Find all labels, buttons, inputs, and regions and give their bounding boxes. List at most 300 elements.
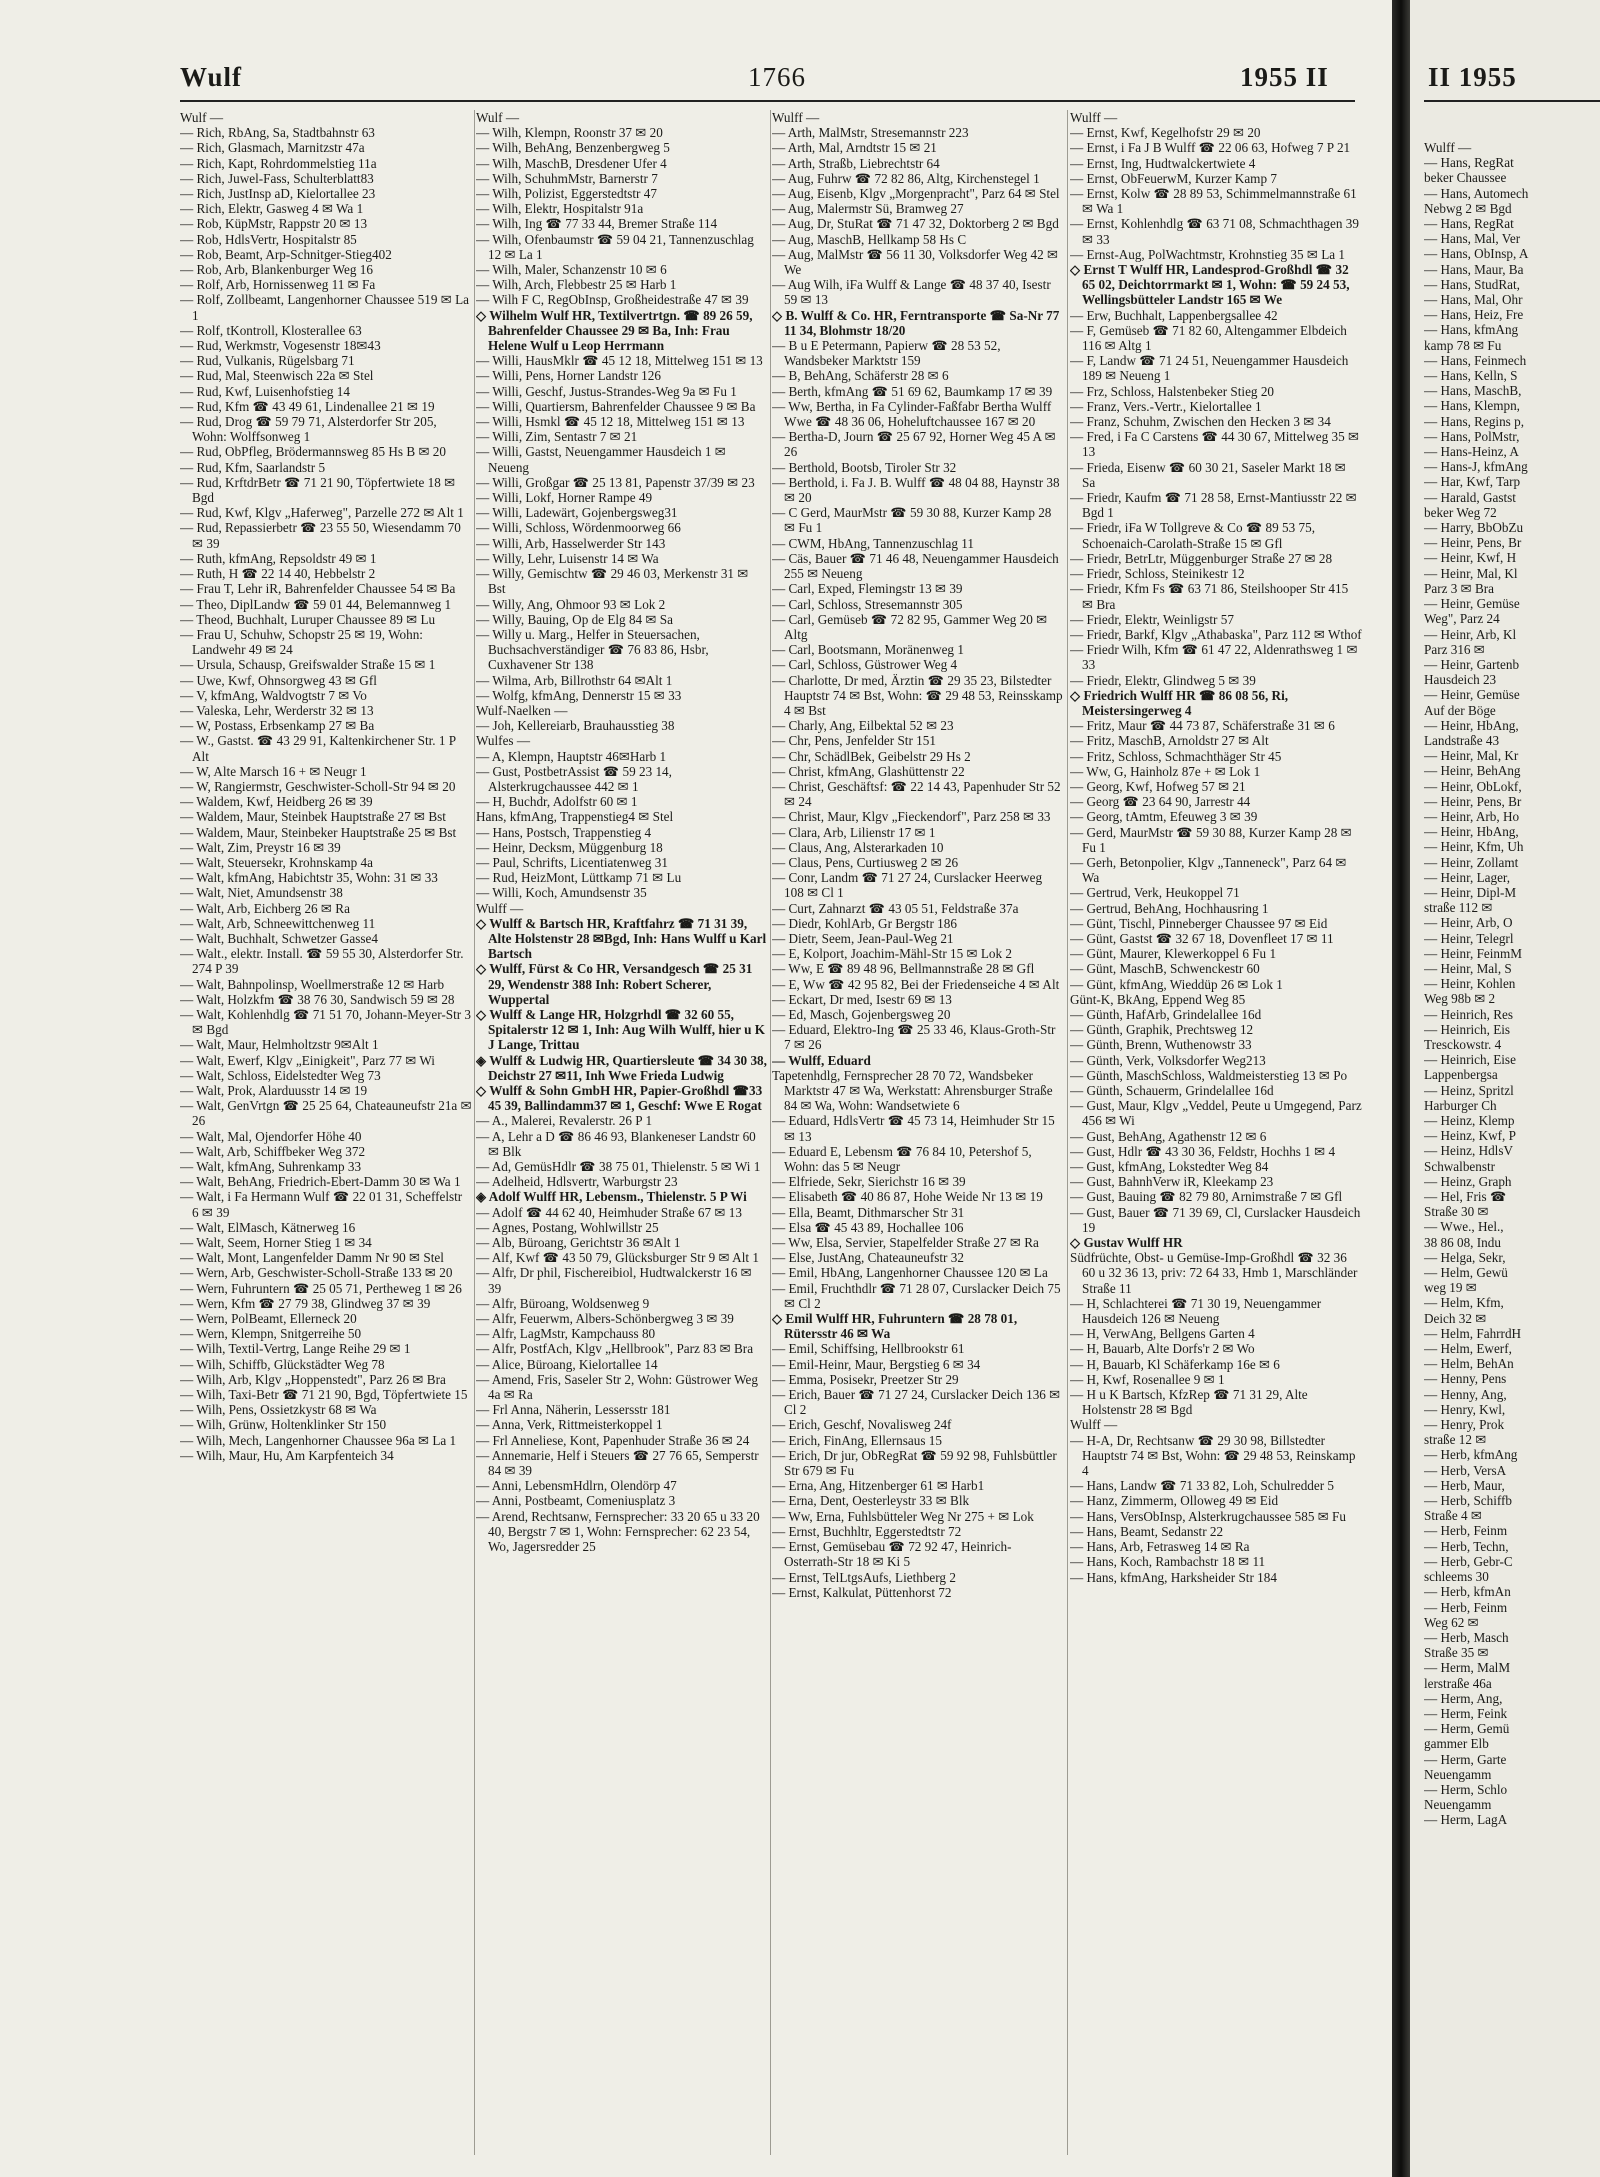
- directory-entry: — Arth, Straßb, Liebrechtstr 64: [772, 155, 940, 171]
- directory-entry: — Gerh, Betonpolier, Klgv „Tanneneck", Parz 64 ✉ Wa: [1070, 854, 1347, 886]
- directory-entry: — Frl Anna, Näherin, Lessersstr 181: [476, 1402, 671, 1418]
- directory-entry: — Walt, Mal, Ojendorfer Höhe 40: [180, 1128, 362, 1144]
- directory-entry: — Walt, Zim, Preystr 16 ✉ 39: [180, 839, 341, 855]
- directory-entry: — Willy u. Marg., Helfer in Steuersachen, Buchsachverständiger ☎ 76 83 86, Hsbr, Cuxhavener Str 138: [476, 626, 709, 673]
- directory-entry: — Rich, RbAng, Sa, Stadtbahnstr 63: [180, 125, 375, 141]
- directory-entry: — Walt, GenVrtgn ☎ 25 25 64, Chateauneufstr 21a ✉ 26: [180, 1098, 472, 1129]
- directory-entry: — Ww, E ☎ 89 48 96, Bellmannstraße 28 ✉ Gfl: [772, 961, 1035, 977]
- directory-entry: — Ursula, Schausp, Greifswalder Straße 15 ✉ 1: [180, 657, 436, 673]
- directory-entry: — Hans, Mal, Ohr: [1424, 292, 1523, 308]
- directory-entry: — Frieda, Eisenw ☎ 60 30 21, Saseler Markt 18 ✉ Sa: [1070, 459, 1346, 490]
- directory-entry: Nebwg 2 ✉ Bgd: [1424, 200, 1512, 216]
- directory-entry: — Heinr, Mal, S: [1424, 960, 1512, 976]
- directory-entry: — Gust, BahnhVerw iR, Kleekamp 23: [1070, 1174, 1274, 1190]
- directory-entry: — Emil, HbAng, Langenhorner Chaussee 120 ✉ La: [772, 1265, 1048, 1281]
- directory-entry: — Hans, MaschB,: [1424, 383, 1522, 399]
- directory-entry: — Ernst, ObFeuerwM, Kurzer Kamp 7: [1070, 170, 1277, 186]
- directory-entry: — Paul, Schrifts, Licentiatenweg 31: [476, 854, 668, 870]
- directory-entry: — Elsa ☎ 45 43 89, Hochallee 106: [772, 1219, 964, 1235]
- directory-entry: — Hans, RegRat: [1424, 155, 1514, 171]
- directory-entry: — Günt, Tischl, Pinneberger Chaussee 97 ✉ Eid: [1070, 915, 1328, 931]
- directory-entry: — Willi, Lokf, Horner Rampe 49: [476, 490, 653, 506]
- directory-entry: — Henry, Prok: [1424, 1417, 1505, 1433]
- directory-entry: — Ernst, Kalkulat, Püttenhorst 72: [772, 1584, 952, 1600]
- directory-entry: beker Weg 72: [1424, 504, 1497, 520]
- directory-entry: — Günth, HafArb, Grindelallee 16d: [1070, 1006, 1262, 1022]
- directory-entry: — Hans, kfmAng: [1424, 322, 1519, 338]
- directory-entry: Wulf —: [180, 110, 224, 125]
- directory-entry: — Walt, Arb, Schneewittchenweg 11: [180, 915, 376, 931]
- directory-entry: — Ernst, TelLtgsAufs, Liethberg 2: [772, 1569, 956, 1585]
- directory-entry: — Carl, Exped, Flemingstr 13 ✉ 39: [772, 581, 963, 597]
- directory-entry: — Ed, Masch, Gojenbergsweg 20: [772, 1006, 951, 1022]
- directory-entry: — Franz, Schuhm, Zwischen den Hecken 3 ✉ 34: [1070, 414, 1331, 430]
- directory-entry: Parz 3 ✉ Bra: [1424, 580, 1495, 596]
- directory-entry: — Frau U, Schuhw, Schopstr 25 ✉ 19, Wohn: Landwehr 49 ✉ 24: [180, 626, 423, 658]
- directory-entry: — Willi, HausMklr ☎ 45 12 18, Mittelweg 151 ✉ 13: [476, 353, 763, 369]
- directory-entry: — W, Rangiermstr, Geschwister-Scholl-Str 94 ✉ 20: [180, 778, 456, 794]
- directory-entry: — Herb, kfmAng: [1424, 1447, 1518, 1463]
- directory-entry: — Walt, Prok, Alarduusstr 14 ✉ 19: [180, 1083, 368, 1098]
- directory-entry: — Rolf, Arb, Hornissenweg 11 ✉ Fa: [180, 277, 376, 293]
- directory-entry: — Ernst, Kwf, Kegelhofstr 29 ✉ 20: [1070, 125, 1261, 141]
- directory-entry: — Gust, Bauer ☎ 71 39 69, Cl, Curslacker Hausdeich 19: [1070, 1204, 1361, 1235]
- directory-entry: — Herm, Feink: [1424, 1705, 1508, 1721]
- directory-entry: — Rolf, Zollbeamt, Langenhorner Chaussee 519 ✉ La 1: [180, 292, 470, 323]
- directory-entry: — Heinr, Arb, O: [1424, 915, 1513, 931]
- directory-entry: — Heinr, Kfm, Uh: [1424, 839, 1524, 855]
- directory-entry: — Herm, Ang,: [1424, 1690, 1503, 1706]
- directory-entry: — Annemarie, Helf i Steuers ☎ 27 76 65, Semperstr 84 ✉ 39: [476, 1447, 759, 1479]
- directory-entry: gammer Elb: [1424, 1736, 1489, 1752]
- directory-entry: — Heinr, ObLokf,: [1424, 778, 1522, 794]
- directory-entry: — Arth, Mal, Arndtstr 15 ✉ 21: [772, 140, 937, 156]
- directory-entry: — Rich, Kapt, Rohrdommelstieg 11a: [180, 155, 377, 171]
- directory-entry: — Alfr, Dr phil, Fischereibiol, Hudtwalckerstr 16 ✉ 39: [476, 1265, 752, 1296]
- directory-entry: — Rob, HdlsVertr, Hospitalstr 85: [180, 231, 357, 247]
- directory-entry: — Alfr, LagMstr, Kampchauss 80: [476, 1326, 656, 1342]
- directory-entry: — Günth, MaschSchloss, Waldmeisterstieg 13 ✉ Po: [1070, 1067, 1348, 1083]
- directory-entry: ◇ Friedrich Wulff HR ☎ 86 08 56, Ri, Meistersingerweg 4: [1070, 687, 1289, 718]
- directory-entry: Neuengamm: [1424, 1766, 1492, 1782]
- directory-entry: — Wilh, Klempn, Roonstr 37 ✉ 20: [476, 125, 663, 141]
- directory-entry: — Walt, Schloss, Eidelstedter Weg 73: [180, 1067, 381, 1083]
- directory-entry: — Wwe., Hel.,: [1424, 1219, 1504, 1235]
- directory-entry: — Emil, Schiffsing, Hellbrookstr 61: [772, 1341, 965, 1357]
- directory-entry: — Else, JustAng, Chateauneufstr 32: [772, 1250, 964, 1266]
- directory-entry: — Emil-Heinr, Maur, Bergstieg 6 ✉ 34: [772, 1356, 981, 1372]
- directory-entry: Parz 316 ✉: [1424, 641, 1485, 657]
- directory-entry: — Georg ☎ 23 64 90, Jarrestr 44: [1070, 794, 1251, 810]
- directory-entry: — Hans, Postsch, Trappenstieg 4: [476, 824, 652, 840]
- directory-entry: — Hans, Regins p,: [1424, 413, 1525, 429]
- directory-entry: — Christ, kfmAng, Glashüttenstr 22: [772, 763, 965, 779]
- directory-entry: Tresckowstr. 4: [1424, 1036, 1502, 1052]
- directory-entry: — Carl, Schloss, Stresemannstr 305: [772, 596, 963, 612]
- directory-entry: — Walt, kfmAng, Habichtstr 35, Wohn: 31 ✉ 33: [180, 870, 438, 886]
- directory-entry: — H, Bauarb, Kl Schäferkamp 16e ✉ 6: [1070, 1356, 1280, 1372]
- directory-entry: — Wilh, Arb, Klgv „Hoppenstedt", Parz 26 ✉ Bra: [180, 1371, 446, 1387]
- directory-entry: — Hans-J, kfmAng: [1424, 459, 1528, 475]
- directory-entry: — Walt, Arb, Eichberg 26 ✉ Ra: [180, 900, 350, 916]
- directory-entry: ◇ Ernst T Wulff HR, Landesprod-Großhdl ☎ 32 65 02, Deichtorrmarkt ✉ 1, Wohn: ☎ 59 24 53, Wellingsbütteler Landstr 165 ✉ We: [1070, 262, 1350, 308]
- directory-entry: Wulf-Naelken —: [476, 702, 568, 718]
- directory-entry: Neuengamm: [1424, 1797, 1492, 1813]
- directory-entry: — Willi, Koch, Amundsenstr 35: [476, 885, 647, 901]
- directory-entry: beker Chaussee: [1424, 170, 1507, 186]
- directory-entry: Straße 4 ✉: [1424, 1508, 1482, 1524]
- directory-entry: — Curt, Zahnarzt ☎ 43 05 51, Feldstraße 37a: [772, 900, 1019, 916]
- directory-entry: — Rud, Drog ☎ 59 79 71, Alsterdorfer Str 205, Wohn: Wolffsonweg 1: [180, 414, 437, 445]
- directory-entry: — CWM, HbAng, Tannenzuschlag 11: [772, 535, 974, 551]
- directory-entry: — Gust, Maur, Klgv „Veddel, Peute u Umgegend, Parz 456 ✉ Wi: [1070, 1098, 1362, 1129]
- directory-entry: — Walt, Niet, Amundsenstr 38: [180, 885, 343, 901]
- directory-entry: — Walt, i Fa Hermann Wulf ☎ 22 01 31, Scheffelstr 6 ✉ 39: [180, 1189, 463, 1220]
- directory-entry: — V, kfmAng, Waldvogtstr 7 ✉ Vo: [180, 687, 367, 703]
- directory-entry: — Aug, MalMstr ☎ 56 11 30, Volksdorfer Weg 42 ✉ We: [772, 246, 1059, 278]
- directory-entry: — Rud, HeizMont, Lüttkamp 71 ✉ Lu: [476, 870, 682, 886]
- listing-column-1: [180, 110, 472, 2155]
- directory-entry: — Wern, Arb, Geschwister-Scholl-Straße 133 ✉ 20: [180, 1265, 453, 1281]
- directory-entry: Wulff —: [476, 900, 524, 916]
- directory-entry: — Ernst, Kohlenhdlg ☎ 63 71 08, Schmachthagen 39 ✉ 33: [1070, 216, 1359, 247]
- directory-entry: — Helm, FahrrdH: [1424, 1325, 1522, 1341]
- directory-entry: — Eduard, HdlsVertr ☎ 45 73 14, Heimhuder Str 15 ✉ 13: [772, 1113, 1055, 1144]
- directory-entry: — Herb, Schiffb: [1424, 1493, 1513, 1509]
- directory-entry: — Willi, Geschf, Justus-Strandes-Weg 9a ✉ Fu 1: [476, 383, 737, 399]
- directory-entry: Tapetenhdlg, Fernsprecher 28 70 72, Wandsbeker Marktstr 47 ✉ Wa, Werkstatt: Ahrensburger Straße 84 ✉ Wa, Wohn: Wandsetwiete 6: [772, 1067, 1053, 1114]
- directory-page-right: [1410, 0, 1600, 2177]
- directory-entry: — Carl, Schloss, Güstrower Weg 4: [772, 657, 958, 673]
- directory-entry: — Willy, Ang, Ohmoor 93 ✉ Lok 2: [476, 596, 666, 612]
- directory-entry: ◇ Wulff & Bartsch HR, Kraftfahrz ☎ 71 31 39, Alte Holstenstr 28 ✉Bgd, Inh: Hans Wulff u Karl Bartsch: [476, 915, 767, 962]
- directory-entry: — Carl, Bootsmann, Moränenweg 1: [772, 642, 964, 658]
- page-number: 1766: [748, 62, 806, 92]
- directory-entry: — Heinr, Arb, Kl: [1424, 626, 1517, 642]
- directory-entry: — Heinz, Graph: [1424, 1173, 1512, 1189]
- directory-entry: Auf der Böge: [1424, 702, 1496, 718]
- directory-entry: — Heinr, Zollamt: [1424, 854, 1519, 870]
- directory-entry: — Wilh, Pens, Ossietzkystr 68 ✉ Wa: [180, 1402, 377, 1418]
- directory-entry: — Ww, G, Hainholz 87e + ✉ Lok 1: [1070, 763, 1261, 779]
- directory-entry: ◇ Emil Wulff HR, Fuhruntern ☎ 28 78 01, Rütersstr 46 ✉ Wa: [772, 1311, 1018, 1342]
- directory-entry: — C Gerd, MaurMstr ☎ 59 30 88, Kurzer Kamp 28 ✉ Fu 1: [772, 505, 1052, 536]
- directory-entry: — Ww, Elsa, Servier, Stapelfelder Straße 27 ✉ Ra: [772, 1235, 1039, 1251]
- directory-entry: — Rud, Kfm ☎ 43 49 61, Lindenallee 21 ✉ 19: [180, 398, 435, 414]
- directory-entry: Wulfes —: [476, 733, 531, 749]
- directory-entry: — Heinr, FeinmM: [1424, 945, 1523, 961]
- directory-entry: — Willi, Großgar ☎ 25 13 81, Papenstr 37/39 ✉ 23: [476, 474, 755, 490]
- listing-column-4: [1070, 110, 1362, 2155]
- directory-entry: Wulff —: [1424, 140, 1472, 155]
- directory-entry: — Herb, Feinm: [1424, 1599, 1508, 1615]
- directory-entry: Südfrüchte, Obst- u Gemüse-Imp-Großhdl ☎ 32 36 60 u 32 36 13, priv: 72 64 33, Hmb 1, Marschländer Straße 11: [1070, 1250, 1358, 1296]
- header-rule: [180, 100, 1355, 102]
- directory-entry: — Erw, Buchhalt, Lappenbergsallee 42: [1070, 307, 1278, 323]
- directory-entry: — Erna, Dent, Oesterleystr 33 ✉ Blk: [772, 1493, 970, 1509]
- directory-entry: straße 112 ✉: [1424, 900, 1493, 916]
- directory-entry: Wulff —: [772, 110, 820, 125]
- directory-entry: — Herm, MalM: [1424, 1660, 1511, 1676]
- directory-entry: — Erich, FinAng, Ellernsaus 15: [772, 1432, 942, 1448]
- directory-entry: — Walt, Kohlenhdlg ☎ 71 51 70, Johann-Meyer-Str 3 ✉ Bgd: [180, 1006, 472, 1038]
- directory-entry: — Friedr, Kaufm ☎ 71 28 58, Ernst-Mantiusstr 22 ✉ Bgd 1: [1070, 490, 1357, 521]
- directory-entry: kamp 78 ✉ Fu: [1424, 337, 1502, 353]
- directory-entry: — Waldem, Kwf, Heidberg 26 ✉ 39: [180, 794, 373, 810]
- directory-entry: — Wolfg, kfmAng, Dennerstr 15 ✉ 33: [476, 687, 682, 703]
- directory-entry: — Hans, Koch, Rambachstr 18 ✉ 11: [1070, 1554, 1266, 1570]
- directory-entry: — Wern, Fuhruntern ☎ 25 05 71, Pertheweg 1 ✉ 26: [180, 1280, 462, 1296]
- directory-entry: — Friedr, Schloss, Steinikestr 12: [1070, 566, 1245, 582]
- directory-entry: — Herb, Gebr-C: [1424, 1553, 1513, 1569]
- directory-entry: — H, Buchdr, Adolfstr 60 ✉ 1: [476, 794, 638, 810]
- directory-entry: — Ernst, Ing, Hudtwalckertwiete 4: [1070, 155, 1256, 171]
- directory-entry: — Ernst, i Fa J B Wulff ☎ 22 06 63, Hofweg 7 P 21: [1070, 140, 1351, 156]
- directory-entry: — Aug, Malermstr Sü, Bramweg 27: [772, 201, 964, 217]
- directory-entry: — Wern, PolBeamt, Ellerneck 20: [180, 1311, 357, 1327]
- directory-entry: — Hans, StudRat,: [1424, 276, 1520, 292]
- directory-entry: — Walt, Holzkfm ☎ 38 76 30, Sandwisch 59 ✉ 28: [180, 991, 455, 1007]
- directory-entry: — Willi, Schloss, Wördenmoorweg 66: [476, 520, 681, 536]
- directory-entry: — Anni, LebensmHdlrn, Olendörp 47: [476, 1478, 677, 1494]
- directory-entry: ◇ Gustav Wulff HR: [1070, 1235, 1183, 1251]
- directory-entry: — Henny, Pens: [1424, 1371, 1507, 1387]
- directory-entry: — Willi, Gastst, Neuengammer Hausdeich 1 ✉ Neueng: [476, 444, 726, 475]
- directory-entry: — Charlotte, Dr med, Ärztin ☎ 29 35 23, Bilstedter Hauptstr 74 ✉ Bst, Wohn: ☎ 29 48 53, Reinsskamp 4 ✉ Bst: [772, 672, 1063, 718]
- directory-entry: — Charly, Ang, Eilbektal 52 ✉ 23: [772, 718, 954, 734]
- directory-entry: — Walt, Steuersekr, Krohnskamp 4a: [180, 854, 374, 870]
- directory-entry: — Herb, Masch: [1424, 1629, 1509, 1645]
- directory-entry: — Günth, Verk, Volksdorfer Weg213: [1070, 1052, 1266, 1068]
- directory-entry: — Hans, Heiz, Fre: [1424, 307, 1524, 323]
- directory-entry: — Waldem, Maur, Steinbeker Hauptstraße 25 ✉ Bst: [180, 824, 457, 840]
- directory-entry: — Walt, BehAng, Friedrich-Ebert-Damm 30 ✉ Wa 1: [180, 1174, 461, 1190]
- column-divider: [1067, 110, 1068, 2155]
- directory-entry: — Herb, kfmAn: [1424, 1584, 1511, 1600]
- directory-entry: — Heinr, Arb, Ho: [1424, 808, 1520, 824]
- directory-entry: — Heinz, Kwf, P: [1424, 1128, 1516, 1144]
- directory-entry: — Wilh F C, RegObInsp, Großheidestraße 47 ✉ 39: [476, 292, 749, 308]
- directory-entry: — Alfr, PostfAch, Klgv „Hellbrook", Parz 83 ✉ Bra: [476, 1341, 754, 1357]
- directory-entry: — Walt, kfmAng, Suhrenkamp 33: [180, 1159, 362, 1175]
- directory-entry: — Gust, kfmAng, Lokstedter Weg 84: [1070, 1159, 1269, 1175]
- directory-entry: — Gust, BehAng, Agathenstr 12 ✉ 6: [1070, 1128, 1267, 1144]
- directory-entry: — Heinrich, Eis: [1424, 1021, 1511, 1037]
- directory-entry: — Friedr Wilh, Kfm ☎ 61 47 22, Aldenrathsweg 1 ✉ 33: [1070, 642, 1358, 673]
- directory-entry: — Conr, Landm ☎ 71 27 24, Curslacker Heerweg 108 ✉ Cl 1: [772, 870, 1043, 901]
- directory-entry: — Joh, Kellereiarb, Brauhausstieg 38: [476, 718, 675, 734]
- directory-entry: — Walt, Maur, Helmholtzstr 9✉Alt 1: [180, 1037, 379, 1053]
- directory-entry: — Friedr, Kfm Fs ☎ 63 71 86, Steilshooper Str 415 ✉ Bra: [1070, 581, 1349, 612]
- directory-entry: schleems 30: [1424, 1569, 1489, 1585]
- directory-entry: — Günt, kfmAng, Wieddüp 26 ✉ Lok 1: [1070, 976, 1283, 992]
- directory-entry: — Helga, Sekr,: [1424, 1249, 1506, 1265]
- directory-entry: — Günt, Gastst ☎ 32 67 18, Dovenfleet 17 ✉ 11: [1070, 930, 1334, 946]
- directory-entry: — Rud, ObPfleg, Brödermannsweg 85 Hs B ✉ 20: [180, 444, 446, 460]
- directory-entry: — Willy, Lehr, Luisenstr 14 ✉ Wa: [476, 550, 659, 566]
- directory-entry: — Herm, LagA: [1424, 1812, 1508, 1828]
- directory-entry: — Wilh, Maur, Hu, Am Karpfenteich 34: [180, 1447, 394, 1463]
- running-head-name: Wulf: [180, 62, 243, 92]
- directory-entry: — Walt, Arb, Schiffbeker Weg 372: [180, 1143, 366, 1159]
- directory-entry: — Rud, Kfm, Saarlandstr 5: [180, 459, 326, 475]
- directory-entry: — Helm, BehAn: [1424, 1356, 1514, 1372]
- directory-entry: straße 12 ✉: [1424, 1432, 1487, 1448]
- directory-entry: — Herb, Techn,: [1424, 1538, 1509, 1554]
- directory-entry: — Georg, Kwf, Hofweg 57 ✉ 21: [1070, 778, 1246, 794]
- directory-entry: — Anni, Postbeamt, Comeniusplatz 3: [476, 1493, 676, 1509]
- directory-entry: Weg 98b ✉ 2: [1424, 991, 1496, 1007]
- directory-entry: — Willy, Gemischtw ☎ 29 46 03, Merkenstr 31 ✉ Bst: [476, 566, 749, 597]
- directory-entry: — Eckart, Dr med, Isestr 69 ✉ 13: [772, 991, 952, 1007]
- directory-entry: — Rud, KrftdrBetr ☎ 71 21 90, Töpfertwiete 18 ✉ Bgd: [180, 474, 456, 506]
- directory-entry: — Rud, Mal, Steenwisch 22a ✉ Stel: [180, 368, 374, 384]
- directory-entry: — Hans, PolMstr,: [1424, 428, 1520, 444]
- directory-entry: — Fred, i Fa C Carstens ☎ 44 30 67, Mittelweg 35 ✉ 13: [1070, 429, 1360, 460]
- directory-entry: — H, VerwAng, Bellgens Garten 4: [1070, 1326, 1255, 1342]
- directory-entry: — Rich, Elektr, Gasweg 4 ✉ Wa 1: [180, 201, 364, 217]
- directory-entry: ◈ Adolf Wulff HR, Lebensm., Thielenstr. 5 P Wi: [476, 1189, 747, 1205]
- directory-entry: — Ernst, Kolw ☎ 28 89 53, Schimmelmannstraße 61 ✉ Wa 1: [1070, 186, 1357, 217]
- header-rule-right: [1424, 100, 1600, 102]
- directory-entry: — Wilh, Taxi-Betr ☎ 71 21 90, Bgd, Töpfertwiete 15: [180, 1387, 468, 1403]
- directory-entry: Straße 35 ✉: [1424, 1645, 1489, 1661]
- directory-entry: — Chr, SchädlBek, Geibelstr 29 Hs 2: [772, 748, 971, 764]
- directory-entry: — Willi, Zim, Sentastr 7 ✉ 21: [476, 429, 638, 445]
- directory-entry: — Hans, Beamt, Sedanstr 22: [1070, 1523, 1224, 1539]
- directory-entry: — W., Gastst. ☎ 43 29 91, Kaltenkirchener Str. 1 P Alt: [180, 733, 456, 764]
- directory-entry: — Diedr, KohlArb, Gr Bergstr 186: [772, 915, 957, 931]
- directory-entry: — Wern, Kfm ☎ 27 79 38, Glindweg 37 ✉ 39: [180, 1295, 431, 1311]
- directory-entry: — Wilh, Polizist, Eggerstedtstr 47: [476, 186, 657, 202]
- directory-entry: — Wilh, Elektr, Hospitalstr 91a: [476, 201, 644, 217]
- directory-entry: — Gust, PostbetrAssist ☎ 59 23 14, Alsterkrugchaussee 442 ✉ 1: [476, 763, 672, 794]
- directory-entry: — Heinr, Dipl-M: [1424, 884, 1517, 900]
- directory-entry: — Wilma, Arb, Billrothstr 64 ✉Alt 1: [476, 672, 673, 688]
- directory-entry: — F, Gemüseb ☎ 71 82 60, Altengammer Elbdeich 116 ✉ Altg 1: [1070, 322, 1347, 354]
- directory-entry: — Christ, Geschäftsf: ☎ 22 14 43, Papenhuder Str 52 ✉ 24: [772, 778, 1061, 810]
- directory-entry: — Herb, VersA: [1424, 1462, 1507, 1478]
- directory-entry: — Heinr, Gemüse: [1424, 687, 1520, 703]
- directory-entry: — Willi, Arb, Hasselwerder Str 143: [476, 535, 666, 551]
- directory-entry: — A, Lehr a D ☎ 86 46 93, Blankeneser Landstr 60 ✉ Blk: [476, 1128, 756, 1159]
- directory-entry: — Ad, GemüsHdlr ☎ 38 75 01, Thielenstr. 5 ✉ Wi 1: [476, 1159, 761, 1175]
- directory-entry: — Hans, Klempn,: [1424, 398, 1520, 414]
- directory-entry: — Willi, Ladewärt, Gojenbergsweg31: [476, 505, 678, 521]
- directory-entry: — Willi, Pens, Horner Landstr 126: [476, 368, 661, 384]
- directory-entry: — Hans, Kelln, S: [1424, 368, 1518, 384]
- directory-entry: — Gust, Bauing ☎ 82 79 80, Arnimstraße 7 ✉ Gfl: [1070, 1189, 1343, 1205]
- directory-entry: — Gertrud, BehAng, Hochhausring 1: [1070, 900, 1269, 916]
- directory-entry: — Wilh, SchuhmMstr, Barnerstr 7: [476, 170, 658, 186]
- directory-entry: — Rud, Kwf, Luisenhofstieg 14: [180, 383, 350, 399]
- directory-entry: weg 19 ✉: [1424, 1280, 1477, 1296]
- directory-entry: — Erich, Dr jur, ObRegRat ☎ 59 92 98, Fuhlsbüttler Str 679 ✉ Fu: [772, 1447, 1057, 1479]
- directory-entry: — Wilh, Maler, Schanzenstr 10 ✉ 6: [476, 262, 667, 278]
- directory-entry: — Ernst-Aug, PolWachtmstr, Krohnstieg 35 ✉ La 1: [1070, 246, 1346, 262]
- directory-entry: — Wilh, Schiffb, Glückstädter Weg 78: [180, 1356, 385, 1372]
- directory-entry: — Wulff, Eduard: [772, 1052, 871, 1068]
- directory-entry: Hans, kfmAng, Trappenstieg4 ✉ Stel: [476, 809, 674, 825]
- directory-entry: — Frl Anneliese, Kont, Papenhuder Straße 36 ✉ 24: [476, 1432, 750, 1448]
- directory-entry: — Arend, Rechtsanw, Fernsprecher: 33 20 65 u 33 20 40, Bergstr 7 ✉ 1, Wohn: Fernsprecher: 62 23 54, Wo, Jagersredder 25: [476, 1508, 760, 1555]
- directory-entry: — Bertha-D, Journ ☎ 25 67 92, Horner Weg 45 A ✉ 26: [772, 429, 1056, 460]
- directory-entry: — Georg, tAmtm, Efeuweg 3 ✉ 39: [1070, 809, 1258, 825]
- directory-entry: ◇ Wulff & Lange HR, Holzgrhdl ☎ 32 60 55, Spitalerstr 12 ✉ 1, Inh: Aug Wilh Wulff, hier u K J Lange, Trittau: [476, 1006, 766, 1053]
- directory-entry: — Wern, Klempn, Snitgerreihe 50: [180, 1326, 362, 1342]
- directory-entry: — Alb, Büroang, Gerichtstr 36 ✉Alt 1: [476, 1235, 681, 1251]
- directory-entry: — Günth, Graphik, Prechtsweg 12: [1070, 1022, 1254, 1038]
- directory-entry: — Heinz, HdlsV: [1424, 1143, 1514, 1159]
- directory-entry: — Willy, Bauing, Op de Elg 84 ✉ Sa: [476, 611, 673, 627]
- column-divider: [770, 110, 771, 2155]
- directory-entry: — Willi, Hsmkl ☎ 45 12 18, Mittelweg 151 ✉ 13: [476, 414, 745, 430]
- directory-entry: Günt-K, BkAng, Eppend Weg 85: [1070, 991, 1246, 1007]
- directory-entry: — Carl, Gemüseb ☎ 72 82 95, Gammer Weg 20 ✉ Altg: [772, 611, 1048, 642]
- directory-entry: — Wilh, Ing ☎ 77 33 44, Bremer Straße 114: [476, 216, 718, 232]
- listing-column-2: [476, 110, 768, 2155]
- directory-entry: — Arth, MalMstr, Stresemannstr 223: [772, 125, 969, 141]
- directory-entry: — Fritz, MaschB, Arnoldstr 27 ✉ Alt: [1070, 733, 1269, 749]
- directory-entry: — Ernst, Gemüsebau ☎ 72 92 47, Heinrich-Osterrath-Str 18 ✉ Ki 5: [772, 1539, 1012, 1570]
- directory-entry: — H, Bauarb, Alte Dorfs'r 2 ✉ Wo: [1070, 1341, 1255, 1357]
- directory-entry: Landstraße 43: [1424, 732, 1500, 748]
- directory-entry: — Uwe, Kwf, Ohnsorgweg 43 ✉ Gfl: [180, 672, 377, 688]
- directory-entry: — Theod, Buchhalt, Luruper Chaussee 89 ✉ Lu: [180, 611, 436, 627]
- directory-entry: — Günt, MaschB, Schwenckestr 60: [1070, 961, 1260, 977]
- directory-entry: — Harry, BbObZu: [1424, 520, 1524, 536]
- directory-entry: — Heinr, Kwf, H: [1424, 550, 1517, 566]
- directory-entry: — Valeska, Lehr, Werderstr 32 ✉ 13: [180, 702, 374, 718]
- directory-entry: — Heinr, Lager,: [1424, 869, 1511, 885]
- directory-entry: — Herm, Gemü: [1424, 1721, 1510, 1737]
- directory-entry: — Günt, Maurer, Klewerkoppel 6 Fu 1: [1070, 946, 1277, 962]
- directory-entry: — Adolf ☎ 44 62 40, Heimhuder Straße 67 ✉ 13: [476, 1204, 742, 1220]
- directory-entry: — A., Malerei, Revalerstr. 26 P 1: [476, 1113, 653, 1129]
- directory-entry: — Hans-Heinz, A: [1424, 444, 1519, 460]
- directory-entry: — Rich, Glasmach, Marnitzstr 47a: [180, 140, 365, 156]
- directory-entry: — Friedr, BetrLtr, Müggenburger Straße 27 ✉ 28: [1070, 550, 1333, 566]
- directory-entry: — Dietr, Seem, Jean-Paul-Weg 21: [772, 930, 954, 946]
- directory-entry: — Walt, Bahnpolinsp, Woellmerstraße 12 ✉ Harb: [180, 976, 445, 992]
- directory-entry: — Henny, Ang,: [1424, 1386, 1507, 1402]
- directory-entry: — Elfriede, Sekr, Sierichstr 16 ✉ 39: [772, 1174, 966, 1190]
- directory-entry: — Hans, VersObInsp, Alsterkrugchaussee 585 ✉ Fu: [1070, 1508, 1346, 1524]
- directory-entry: — Heinr, BehAng: [1424, 763, 1521, 779]
- directory-entry: — Fritz, Schloss, Schmachthäger Str 45: [1070, 748, 1282, 764]
- directory-entry: — Friedr, Elektr, Glindweg 5 ✉ 39: [1070, 672, 1256, 688]
- directory-entry: — Eduard, Elektro-Ing ☎ 25 33 46, Klaus-Groth-Str 7 ✉ 26: [772, 1022, 1056, 1053]
- directory-entry: — Aug, MaschB, Hellkamp 58 Hs C: [772, 231, 967, 247]
- directory-entry: 38 86 08, Indu: [1424, 1234, 1501, 1250]
- directory-entry: — Friedr, iFa W Tollgreve & Co ☎ 89 53 75, Schoenaich-Carolath-Straße 15 ✉ Gfl: [1070, 520, 1316, 551]
- directory-entry: — Aug, Fuhrw ☎ 72 82 86, Altg, Kirchenstegel 1: [772, 170, 1040, 186]
- directory-entry: — Gertrud, Verk, Heukoppel 71: [1070, 885, 1240, 901]
- directory-entry: — Rob, Beamt, Arp-Schnitger-Stieg402: [180, 246, 392, 262]
- directory-entry: — Gust, Hdlr ☎ 43 30 36, Feldstr, Hochhs 1 ✉ 4: [1070, 1143, 1336, 1159]
- directory-entry: — Wilh, BehAng, Benzenbergweg 5: [476, 140, 670, 156]
- directory-entry: ◇ Wulff & Sohn GmbH HR, Papier-Großhdl ☎33 45 39, Ballindamm37 ✉ 1, Geschf: Wwe E Rogat: [476, 1083, 763, 1114]
- directory-entry: — Hans, Feinmech: [1424, 352, 1527, 368]
- directory-entry: — Heinr, Pens, Br: [1424, 793, 1522, 809]
- directory-entry: — Clara, Arb, Lilienstr 17 ✉ 1: [772, 824, 936, 840]
- directory-entry: ◇ Wulff, Fürst & Co HR, Versandgesch ☎ 25 31 29, Wendenstr 388 Inh: Robert Scherer, Wuppertal: [476, 961, 753, 1007]
- directory-entry: — H, Kwf, Rosenallee 9 ✉ 1: [1070, 1371, 1225, 1387]
- directory-entry: — B, BehAng, Schäferstr 28 ✉ 6: [772, 368, 949, 384]
- directory-entry: — Ww, Erna, Fuhlsbütteler Weg Nr 275 + ✉ Lok: [772, 1508, 1034, 1524]
- directory-entry: — Wilh, Textil-Vertrg, Lange Reihe 29 ✉ 1: [180, 1341, 411, 1357]
- directory-entry: — Willi, Quartiersm, Bahrenfelder Chaussee 9 ✉ Ba: [476, 398, 756, 414]
